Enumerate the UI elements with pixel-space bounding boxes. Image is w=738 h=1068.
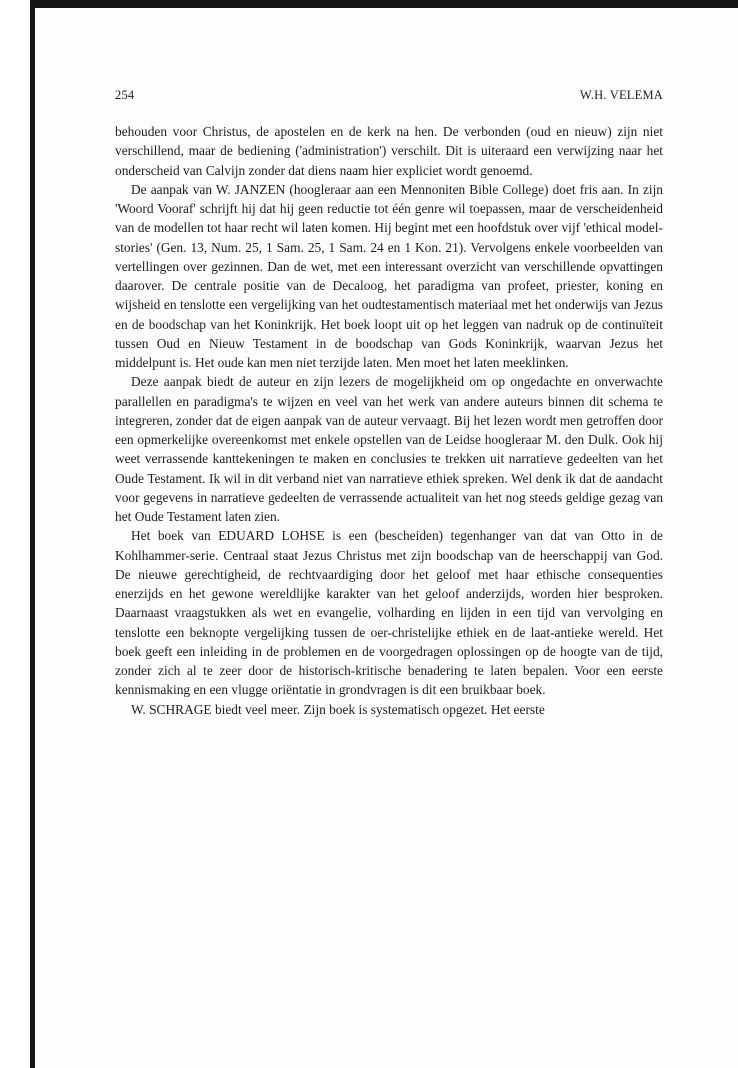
book-page bbox=[35, 8, 738, 1068]
scan-edge-top bbox=[30, 0, 738, 8]
paragraph-schrage: W. SCHRAGE biedt veel meer. Zijn boek is systematisch opgezet. Het eerste bbox=[131, 701, 545, 717]
paragraph-lohse: Het boek van EDUARD LOHSE is een (bescheiden) tegenhanger van dat van Otto in de Kohlhammer-serie. Centraal staat Jezus Christus met zijn boodschap van de heerschappij van God. De nieuwe gerechtigheid, de rechtvaardiging door het geloof met haar ethische consequenties enerzijds en het gewone wereldlijke karakter van het geloof anderzijds, worden hier besproken. Daarnaast vraagstukken als wet en evangelie, volharding en lijden in een tijd van vervolging en tenslotte een beknopte vergelijking tussen de oer-christelijke ethiek en de laat-antieke wereld. Het boek geeft een inleiding in de problemen en de voorgedragen oplossingen op de hoogte van de tijd, zonder zich al te zeer door de historisch-kritische benadering te laten bepalen. Voor een eerste kennismaking en een vlugge oriëntatie in grondvragen is dit een bruikbaar boek. bbox=[115, 528, 663, 698]
paragraph-janzen: De aanpak van W. JANZEN (hoogleraar aan een Mennoniten Bible College) doet fris aan. In zijn 'Woord Vooraf' schrijft hij dat hij geen reductie tot één genre wil toepassen, maar de verscheidenheid van de modellen tot haar recht wil laten komen. Hij begint met een hoofdstuk over vijf 'ethical model-stories' (Gen. 13, Num. 25, 1 Sam. 25, 1 Sam. 24 en 1 Kon. 21). Vervolgens enkele voorbeelden van vertellingen over gezinnen. Dan de wet, met een interessant overzicht van verschillende opvattingen daarover. De centrale positie van de Decaloog, het paradigma van profeet, priester, koning en wijsheid en tenslotte een vergelijking van het oudtestamentisch materiaal met het onderwijs van Jezus en de boodschap van het Koninkrijk. Het boek loopt uit op het leggen van nadruk op de continuïteit tussen Oud en Nieuw Testament in de boodschap van Gods Koninkrijk, waarvan Jezus het middelpunt is. Het oude kan men niet terzijde laten. Men moet het laten meeklinken. bbox=[115, 181, 663, 370]
running-head-author: W.H. VELEMA bbox=[579, 88, 663, 102]
paragraph-continuation: behouden voor Christus, de apostelen en de kerk na hen. De verbonden (oud en nieuw) zijn niet verschillend, maar de bediening ('administration') verschilt. Dit is uiteraard een verwijzing naar het onderscheid van Calvijn zonder dat diens naam hier expliciet wordt genoemd. bbox=[115, 124, 663, 178]
page-number: 254 bbox=[115, 88, 135, 102]
paragraph-approach: Deze aanpak biedt de auteur en zijn lezers de mogelijkheid om op ongedachte en onverwachte parallellen en paradigma's te wijzen en veel van het werk van andere auteurs binnen dit schema te integreren, zonder dat de eigen aanpak van de auteur vervaagt. Bij het lezen wordt men getroffen door een opmerkelijke overeenkomst met enkele opstellen van de Leidse hoogleraar M. den Dulk. Ook hij weet verrassende kanttekeningen te maken en conclusies te trekken uit narratieve gedeelten van het Oude Testament. Ik wil in dit verband niet van narratieve ethiek spreken. Wel denk ik dat de aandacht voor gegevens in narratieve gedeelten de verrassende actualiteit van het nog steeds geldige gezag van het Oude Testament laten zien. bbox=[115, 374, 663, 524]
body-text bbox=[115, 122, 663, 719]
